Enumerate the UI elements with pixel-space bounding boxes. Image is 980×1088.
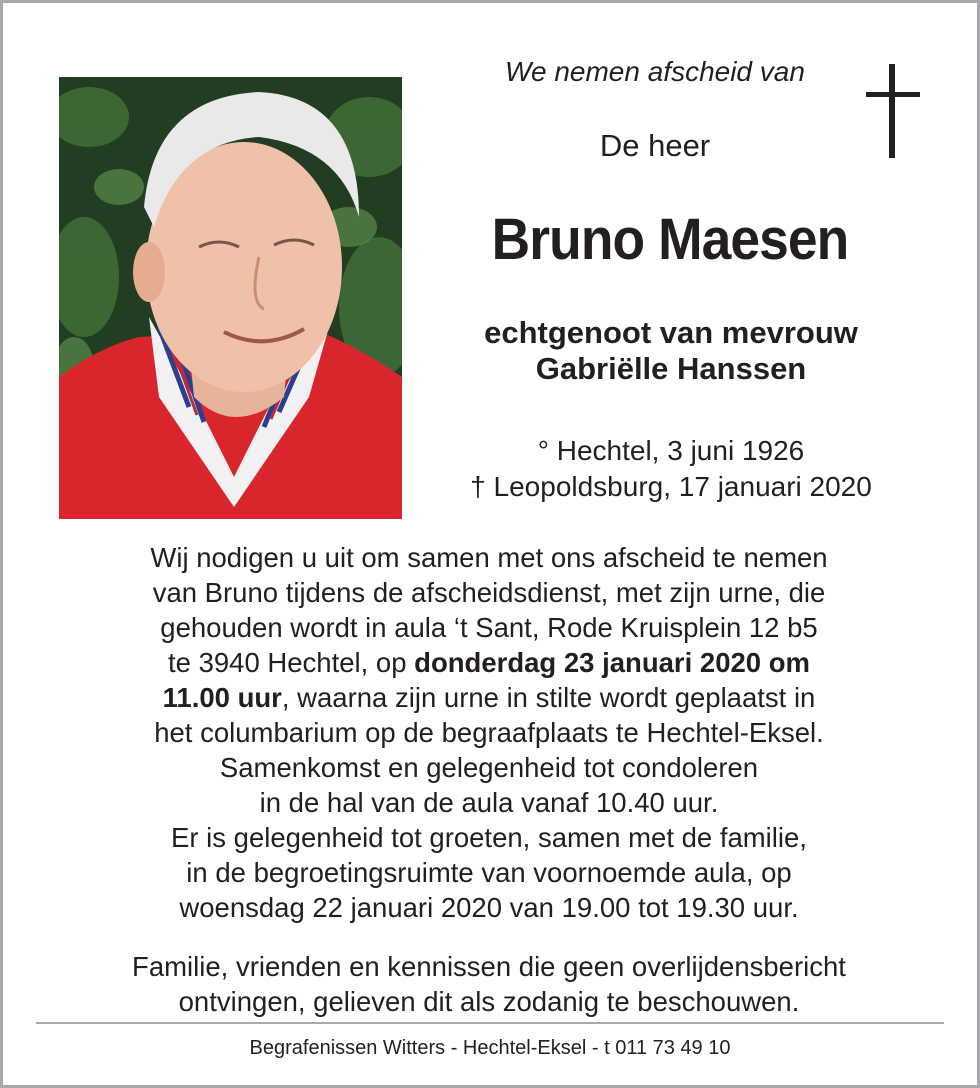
body-line: Samenkomst en gelegenheid tot condoleren: [219, 752, 759, 783]
cross-icon: [862, 64, 924, 160]
closing-text: [60, 949, 918, 1019]
death-date: † Leopoldsburg, 17 januari 2020: [470, 471, 872, 502]
body-line: van Bruno tijdens de afscheidsdienst, met zijn urne, die: [152, 577, 826, 608]
portrait-photo: [59, 77, 402, 519]
deceased-name: Bruno Maesen: [491, 207, 849, 272]
body-line: in de hal van de aula vanaf 10.40 uur.: [259, 787, 719, 818]
body-line: Er is gelegenheid tot groeten, samen met de familie,: [171, 822, 807, 853]
dates-block: [430, 433, 912, 505]
funeral-home-footer: Begrafenissen Witters - Hechtel-Eksel - t 011 73 49 10: [249, 1037, 731, 1059]
intro-text: We nemen afscheid van: [505, 56, 805, 87]
ceremony-text: [60, 540, 918, 925]
salutation: De heer: [599, 128, 711, 163]
body-line: in de begroetingsruimte van voornoemde aula, op: [186, 857, 792, 888]
ceremony-time: 11.00 uur: [162, 682, 282, 713]
body-line: 11.00 uur, waarna zijn urne in stilte wordt geplaatst in: [162, 682, 816, 713]
spouse-line-1: echtgenoot van mevrouw: [484, 315, 858, 350]
birth-date: ° Hechtel, 3 juni 1926: [537, 435, 805, 466]
closing-line: ontvingen, gelieven dit als zodanig te beschouwen.: [178, 986, 800, 1017]
closing-line: Familie, vrienden en kennissen die geen overlijdensbericht: [132, 951, 846, 982]
body-line: te 3940 Hechtel, op donderdag 23 januari 2020 om: [168, 647, 810, 678]
spouse-line-2: Gabriëlle Hanssen: [535, 351, 807, 386]
footer-divider: [36, 1022, 944, 1024]
body-line: het columbarium op de begraafplaats te Hechtel-Eksel.: [154, 717, 824, 748]
ceremony-date: donderdag 23 januari 2020 om: [414, 647, 810, 678]
spouse-block: [430, 315, 912, 387]
body-line: Wij nodigen u uit om samen met ons afscheid te nemen: [150, 542, 828, 573]
body-line: gehouden wordt in aula ‘t Sant, Rode Kruisplein 12 b5: [160, 612, 818, 643]
body-line: woensdag 22 januari 2020 van 19.00 tot 19.30 uur.: [179, 892, 799, 923]
